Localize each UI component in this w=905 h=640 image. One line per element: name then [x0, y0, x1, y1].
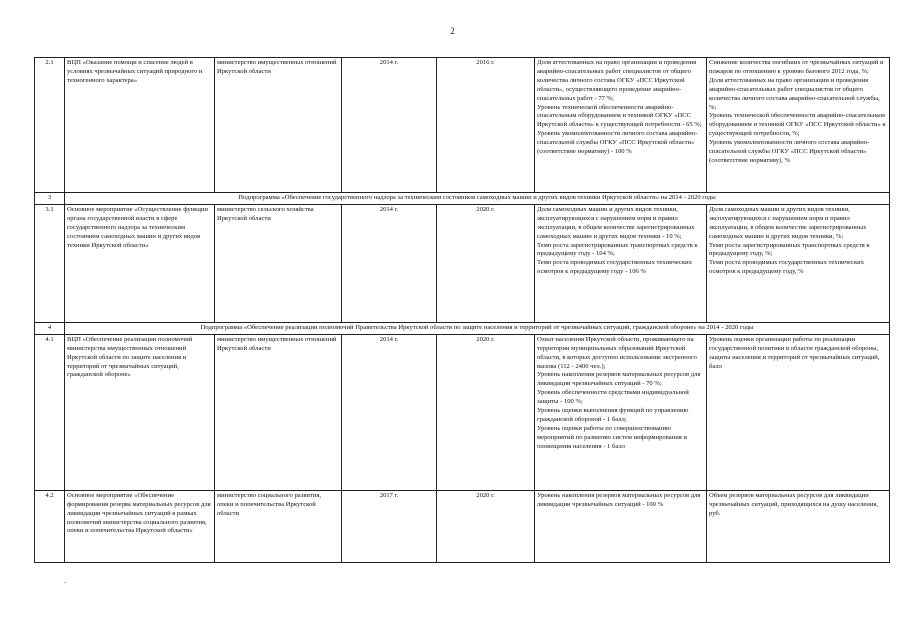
end-year: 2020 г.	[437, 334, 535, 490]
footer-mark: -	[64, 580, 66, 586]
target-indicators: Доля самоходных машин и других видов техники, эксплуатирующихся с нарушением норм и правил эксплуатации, в общем количестве зарегистрированных самоходных машин и других видов техники - 10 %; Темп роста зарегистрированных транспортных средств к предыдущему году - 104 %; Темп роста проводимых государственных технических осмотров к предыдущему году - 106 %	[535, 204, 707, 322]
program-name: Основное мероприятие «Осуществление функции органа государственной власти в сфере государственного надзора за техническим состоянием самоходных машин и других видов техники Иркутской области»	[65, 204, 215, 322]
result-indicators: Доля самоходных машин и других видов техники, эксплуатирующихся с нарушением норм и правил эксплуатации, в общем количестве зарегистрированных самоходных машин и других видов техники, %; Темп роста зарегистрированных транспортных средств к предыдущему году, %; Темп роста проводимых государственных технических осмотров к предыдущему году, %	[707, 204, 890, 322]
program-table	[34, 57, 890, 563]
table-row	[35, 334, 890, 490]
row-number: 2.1	[35, 58, 65, 193]
start-year: 2017 г.	[342, 490, 437, 562]
table-row	[35, 58, 890, 193]
executor: министерство сельского хозяйства Иркутской области	[215, 204, 342, 322]
end-year: 2016 г.	[437, 58, 535, 193]
program-name: ВЦП «Обеспечение реализации полномочий министерства имущественных отношений Иркутской области по защите населения и территорий от чрезвычайных ситуаций, гражданской обороне»	[65, 334, 215, 490]
section-number: 3	[35, 193, 65, 205]
result-indicators: Снижение количества погибших от чрезвычайных ситуаций и пожаров по отношению к уровню базового 2012 года, %; Доля аттестованных на право организации и проведения аварийно-спасательных работ специалистов от общего количества личного состава аварийно-спасательной службы, %; Уровень технической обеспеченности аварийно-спасательным оборудованием и техникой ОГКУ «ПСС Иркутской области» к существующей потребности, %; Уровень укомплектованности личного состава аварийно-спасательной службы ОГКУ «ПСС Иркутской области» (соответствие нормативу), %	[707, 58, 890, 193]
start-year: 2014 г.	[342, 204, 437, 322]
program-name: Основное мероприятие «Обеспечение формирования резерва материальных ресурсов для ликвидации чрезвычайных ситуаций в рамках полномочий министерства социального развития, опеки и попечительства Иркутской области»	[65, 490, 215, 562]
executor: министерство социального развития, опеки и попечительства Иркутской области	[215, 490, 342, 562]
target-indicators: Доля аттестованных на право организации и проведения аварийно-спасательных работ специалистов от общего количества личного состава ОГКУ «ПСС Иркутской области», осуществляющего проведение аварийно-спасательных работ - 77 %; Уровень технической обеспеченности аварийно-спасательным оборудованием и техникой ОГКУ «ПСС Иркутской области» к существующей потребности - 65 %; Уровень укомплектованности личного состава аварийно-спасательной службы ОГКУ «ПСС Иркутской области» (соответствие нормативу) - 100 %	[535, 58, 707, 193]
target-indicators: Уровень накопления резервов материальных ресурсов для ликвидации чрезвычайных ситуаций - 100 %	[535, 490, 707, 562]
table-row	[35, 204, 890, 322]
result-indicators: Объем резервов материальных ресурсов для ликвидации чрезвычайных ситуаций, приходящихся на душу населения, руб.	[707, 490, 890, 562]
row-number: 4.1	[35, 334, 65, 490]
row-number: 4.2	[35, 490, 65, 562]
page-number: 2	[450, 26, 455, 36]
end-year: 2020 г.	[437, 204, 535, 322]
section-row	[35, 193, 890, 205]
subprogram-title: Подпрограмма «Обеспечение реализации полномочий Правительства Иркутской области по защите населения и территорий от чрезвычайных ситуаций, гражданской обороне» на 2014 - 2020 годы	[65, 322, 890, 334]
start-year: 2014 г.	[342, 334, 437, 490]
executor: министерство имущественных отношений Иркутской области	[215, 334, 342, 490]
target-indicators: Охват населения Иркутской области, проживающего на территории муниципальных образований Иркутской области, в которых доступно использование экстренного вызова (112 - 2400 чел.); Уровень накопления резервов материальных ресурсов для ликвидации чрезвычайных ситуаций - 70 %; Уровень обеспеченности средствами индивидуальной защиты - 100 %; Уровень оценки выполнения функций по управлению гражданской обороной - 1 балл; Уровень оценки работы по совершенствованию мероприятий по развитию систем информирования и оповещения населения - 1 балл	[535, 334, 707, 490]
result-indicators: Уровень оценки организации работы по реализации государственной политики в области гражданской обороны, защиты населения и территорий от чрезвычайных ситуаций, балл	[707, 334, 890, 490]
start-year: 2014 г.	[342, 58, 437, 193]
section-number: 4	[35, 322, 65, 334]
end-year: 2020 г.	[437, 490, 535, 562]
subprogram-title: Подпрограмма «Обеспечение государственного надзора за техническим состоянием самоходных машин и других видов техники Иркутской области» на 2014 - 2020 годы	[65, 193, 890, 205]
section-row	[35, 322, 890, 334]
program-name: ВЦП «Оказание помощи и спасение людей в условиях чрезвычайных ситуаций природного и техногенного характера»	[65, 58, 215, 193]
table-row	[35, 490, 890, 562]
executor: министерство имущественных отношений Иркутской области	[215, 58, 342, 193]
row-number: 3.1	[35, 204, 65, 322]
